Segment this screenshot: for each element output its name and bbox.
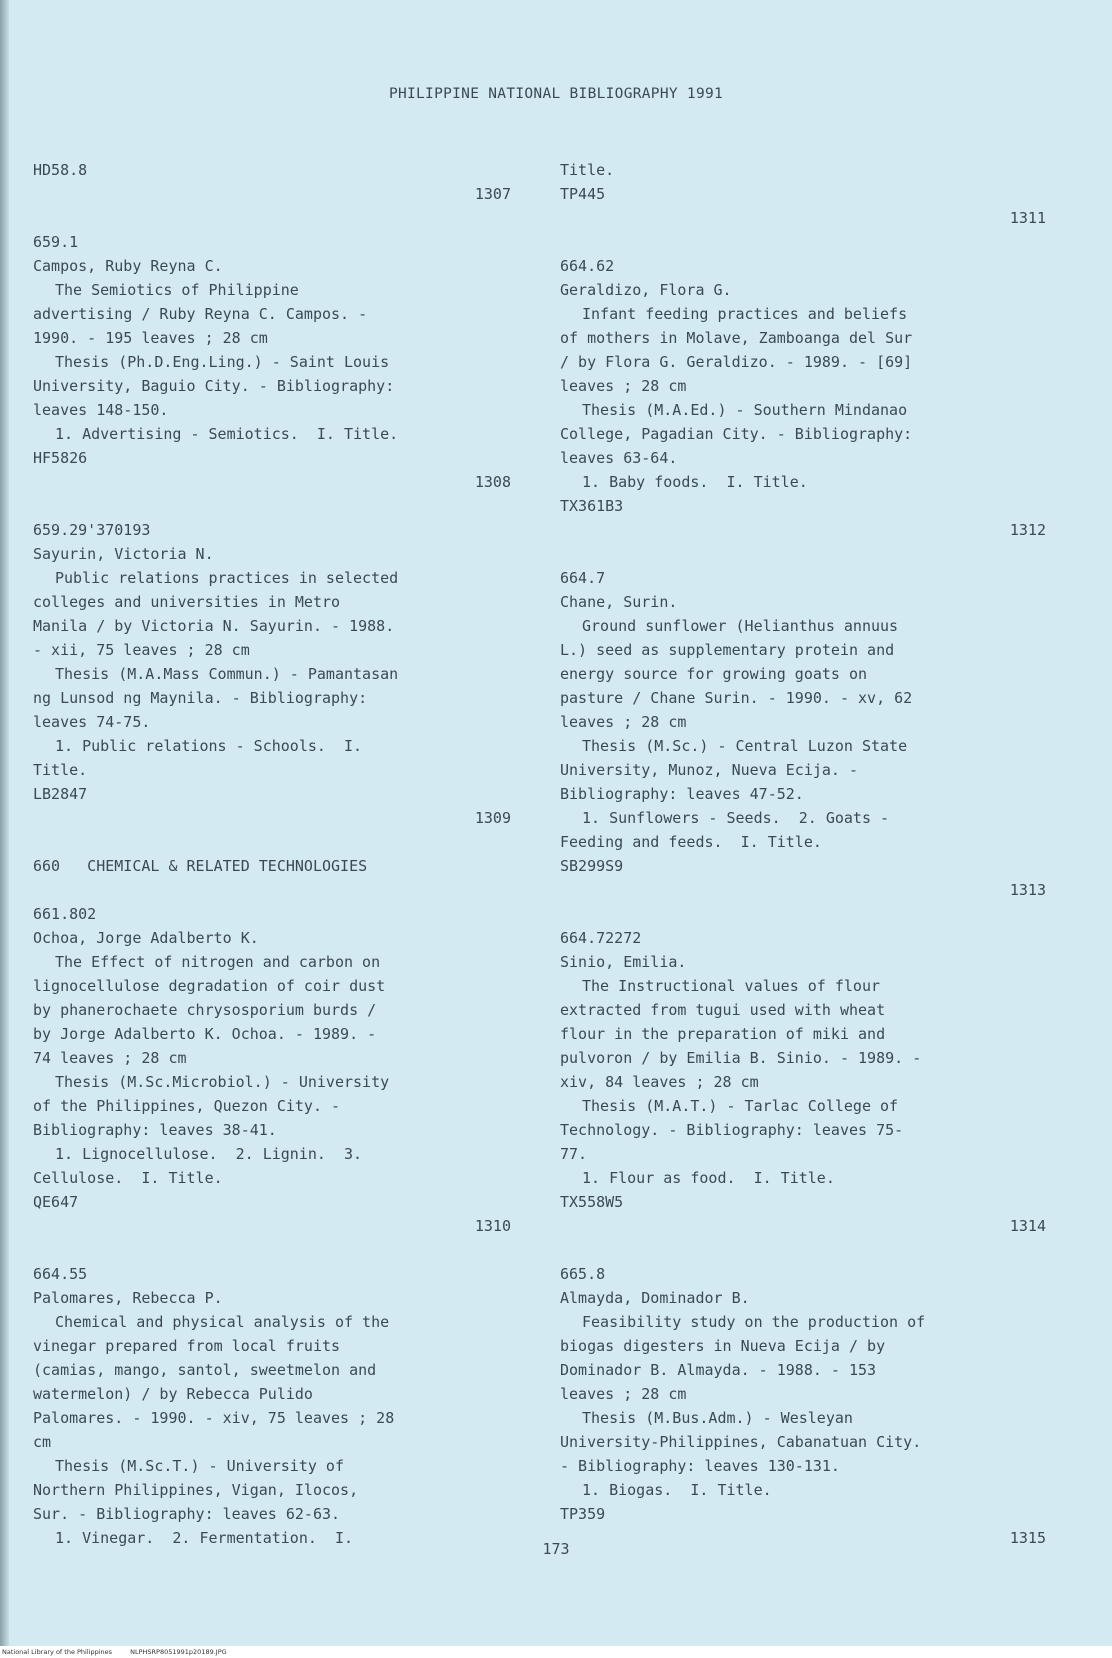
right-entry-number: 1311 (1009, 209, 1046, 227)
right-catalog-line: leaves ; 28 cm (560, 713, 687, 731)
left-entry-number: 1308 (474, 473, 511, 491)
footer-library-name: National Library of the Philippines (2, 1648, 113, 1656)
left-column (33, 158, 511, 1550)
right-catalog-line: Chane, Surin. (560, 593, 678, 611)
right-catalog-line: TP445 (560, 185, 606, 203)
left-blank-line (33, 1238, 511, 1262)
left-blank-line (33, 830, 511, 854)
right-catalog-line: Ground sunflower (Helianthus annuus (582, 617, 899, 635)
right-catalog-line: Feeding and feeds. I. Title. (560, 833, 822, 851)
right-catalog-line: L.) seed as supplementary protein and (560, 641, 895, 659)
right-column (560, 158, 1046, 1550)
left-catalog-line: leaves 148-150. (33, 401, 169, 419)
left-catalog-line: lignocellulose degradation of coir dust (33, 977, 386, 995)
left-catalog-line: 1. Lignocellulose. 2. Lignin. 3. (55, 1145, 363, 1163)
right-catalog-line: The Instructional values of flour (582, 977, 881, 995)
left-entry-number: 1309 (474, 809, 511, 827)
left-catalog-line: 661.802 (33, 905, 97, 923)
right-catalog-line: Feasibility study on the production of (582, 1313, 926, 1331)
left-catalog-line: 1. Advertising - Semiotics. I. Title. (55, 425, 399, 443)
right-entry-number: 1313 (1009, 881, 1046, 899)
right-blank-line (560, 542, 1046, 566)
right-catalog-line: Thesis (M.A.Ed.) - Southern Mindanao (582, 401, 908, 419)
left-catalog-line: 659.1 (33, 233, 79, 251)
right-catalog-line: 1. Flour as food. I. Title. (582, 1169, 835, 1187)
footer-file-name: NLPHSRP8051991p20189.JPG (130, 1648, 227, 1656)
left-catalog-line: University, Baguio City. - Bibliography: (33, 377, 395, 395)
left-catalog-line: Manila / by Victoria N. Sayurin. - 1988. (33, 617, 395, 635)
right-catalog-line: 1. Biogas. I. Title. (582, 1481, 772, 1499)
left-catalog-line: 659.29'370193 (33, 521, 151, 539)
left-blank-line (33, 206, 511, 230)
right-catalog-line: energy source for growing goats on (560, 665, 868, 683)
left-catalog-line: HD58.8 (33, 161, 88, 179)
right-catalog-line: leaves 63-64. (560, 449, 678, 467)
left-catalog-line: of the Philippines, Quezon City. - (33, 1097, 341, 1115)
right-catalog-line: extracted from tugui used with wheat (560, 1001, 886, 1019)
right-catalog-line: Sinio, Emilia. (560, 953, 687, 971)
right-catalog-line: 1. Sunflowers - Seeds. 2. Goats - (582, 809, 890, 827)
left-entry-number: 1307 (474, 185, 511, 203)
left-catalog-line: 660 CHEMICAL & RELATED TECHNOLOGIES (33, 857, 368, 875)
right-catalog-line: leaves ; 28 cm (560, 1385, 687, 1403)
right-catalog-line: Infant feeding practices and beliefs (582, 305, 908, 323)
right-catalog-line: TP359 (560, 1505, 606, 1523)
left-catalog-line: by phanerochaete chrysosporium burds / (33, 1001, 377, 1019)
left-catalog-line: 74 leaves ; 28 cm (33, 1049, 187, 1067)
left-catalog-line: The Effect of nitrogen and carbon on (55, 953, 381, 971)
left-catalog-line: 1990. - 195 leaves ; 28 cm (33, 329, 268, 347)
right-catalog-line: University-Philippines, Cabanatuan City. (560, 1433, 922, 1451)
left-catalog-line: Palomares. - 1990. - xiv, 75 leaves ; 28 (33, 1409, 395, 1427)
page-header: PHILIPPINE NATIONAL BIBLIOGRAPHY 1991 (388, 86, 724, 102)
right-catalog-line: 664.7 (560, 569, 606, 587)
left-catalog-line: colleges and universities in Metro (33, 593, 341, 611)
right-catalog-line: University, Munoz, Nueva Ecija. - (560, 761, 859, 779)
right-catalog-line: Thesis (M.A.T.) - Tarlac College of (582, 1097, 899, 1115)
right-catalog-line: - Bibliography: leaves 130-131. (560, 1457, 840, 1475)
right-catalog-line: TX361B3 (560, 497, 624, 515)
left-catalog-line: Bibliography: leaves 38-41. (33, 1121, 277, 1139)
right-catalog-line: leaves ; 28 cm (560, 377, 687, 395)
right-catalog-line: of mothers in Molave, Zamboanga del Sur (560, 329, 913, 347)
left-catalog-line: The Semiotics of Philippine (55, 281, 299, 299)
right-catalog-line: Almayda, Dominador B. (560, 1289, 750, 1307)
right-catalog-line: Title. (560, 161, 615, 179)
left-catalog-line: vinegar prepared from local fruits (33, 1337, 341, 1355)
left-catalog-line: Northern Philippines, Vigan, Ilocos, (33, 1481, 359, 1499)
right-catalog-line: xiv, 84 leaves ; 28 cm (560, 1073, 759, 1091)
left-catalog-line: Ochoa, Jorge Adalberto K. (33, 929, 259, 947)
left-catalog-line: (camias, mango, santol, sweetmelon and (33, 1361, 377, 1379)
left-blank-line (33, 878, 511, 902)
right-catalog-line: College, Pagadian City. - Bibliography: (560, 425, 913, 443)
right-catalog-line: pulvoron / by Emilia B. Sinio. - 1989. - (560, 1049, 922, 1067)
left-catalog-line: advertising / Ruby Reyna C. Campos. - (33, 305, 368, 323)
left-catalog-line: Thesis (M.Sc.T.) - University of (55, 1457, 344, 1475)
left-catalog-line: LB2847 (33, 785, 88, 803)
right-catalog-line: Thesis (M.Bus.Adm.) - Wesleyan (582, 1409, 853, 1427)
left-entry-number: 1310 (474, 1217, 511, 1235)
right-catalog-line: Thesis (M.Sc.) - Central Luzon State (582, 737, 908, 755)
right-catalog-line: 664.62 (560, 257, 615, 275)
footer-strip (0, 1646, 1112, 1658)
right-blank-line (560, 902, 1046, 926)
left-catalog-line: Chemical and physical analysis of the (55, 1313, 390, 1331)
right-catalog-line: flour in the preparation of miki and (560, 1025, 886, 1043)
left-catalog-line: Palomares, Rebecca P. (33, 1289, 223, 1307)
left-catalog-line: Campos, Ruby Reyna C. (33, 257, 223, 275)
left-catalog-line: watermelon) / by Rebecca Pulido (33, 1385, 313, 1403)
right-entry-number: 1312 (1009, 521, 1046, 539)
left-catalog-line: Thesis (M.Sc.Microbiol.) - University (55, 1073, 390, 1091)
left-catalog-line: 664.55 (33, 1265, 88, 1283)
page-number: 173 (542, 1540, 570, 1558)
right-catalog-line: 665.8 (560, 1265, 606, 1283)
left-catalog-line: 1. Public relations - Schools. I. (55, 737, 363, 755)
left-catalog-line: Thesis (Ph.D.Eng.Ling.) - Saint Louis (55, 353, 390, 371)
left-catalog-line: QE647 (33, 1193, 79, 1211)
right-catalog-line: / by Flora G. Geraldizo. - 1989. - [69] (560, 353, 913, 371)
left-catalog-line: by Jorge Adalberto K. Ochoa. - 1989. - (33, 1025, 377, 1043)
left-catalog-line: Public relations practices in selected (55, 569, 399, 587)
left-catalog-line: Title. (33, 761, 88, 779)
right-catalog-line: 664.72272 (560, 929, 642, 947)
right-blank-line (560, 230, 1046, 254)
left-catalog-line: HF5826 (33, 449, 88, 467)
left-catalog-line: Thesis (M.A.Mass Commun.) - Pamantasan (55, 665, 399, 683)
right-catalog-line: Bibliography: leaves 47-52. (560, 785, 804, 803)
left-catalog-line: 1. Vinegar. 2. Fermentation. I. (55, 1529, 354, 1547)
left-catalog-line: ng Lunsod ng Maynila. - Bibliography: (33, 689, 368, 707)
left-catalog-line: Sur. - Bibliography: leaves 62-63. (33, 1505, 341, 1523)
right-catalog-line: Technology. - Bibliography: leaves 75- (560, 1121, 904, 1139)
left-catalog-line: Cellulose. I. Title. (33, 1169, 223, 1187)
left-catalog-line: cm (33, 1433, 52, 1451)
right-catalog-line: Geraldizo, Flora G. (560, 281, 732, 299)
left-catalog-line: - xii, 75 leaves ; 28 cm (33, 641, 250, 659)
right-catalog-line: biogas digesters in Nueva Ecija / by (560, 1337, 886, 1355)
right-catalog-line: TX558W5 (560, 1193, 624, 1211)
page-left-edge-shadow (0, 0, 9, 1658)
right-entry-number: 1314 (1009, 1217, 1046, 1235)
right-catalog-line: 1. Baby foods. I. Title. (582, 473, 808, 491)
right-entry-number: 1315 (1009, 1529, 1046, 1547)
left-blank-line (33, 494, 511, 518)
left-catalog-line: leaves 74-75. (33, 713, 151, 731)
right-catalog-line: 77. (560, 1145, 588, 1163)
right-blank-line (560, 1238, 1046, 1262)
right-catalog-line: pasture / Chane Surin. - 1990. - xv, 62 (560, 689, 913, 707)
left-catalog-line: Sayurin, Victoria N. (33, 545, 214, 563)
right-catalog-line: Dominador B. Almayda. - 1988. - 153 (560, 1361, 877, 1379)
right-catalog-line: SB299S9 (560, 857, 624, 875)
